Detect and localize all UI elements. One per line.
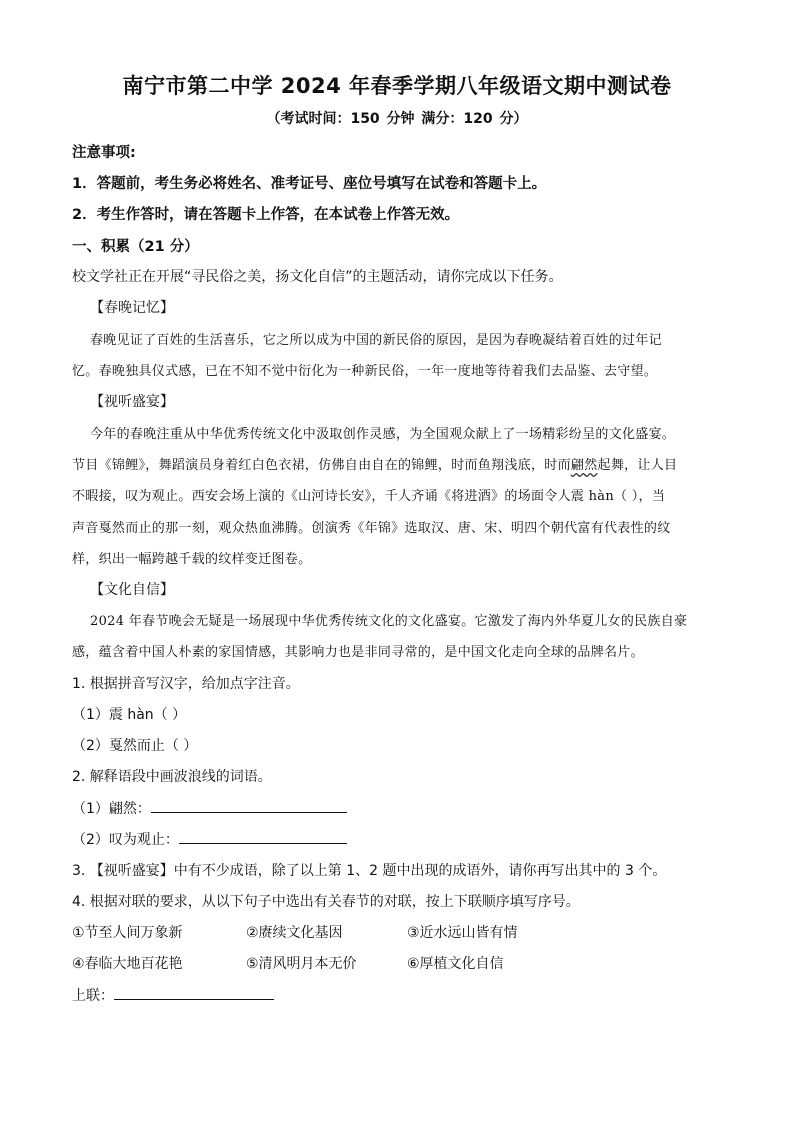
question-2-part-2	[72, 829, 347, 849]
notes-item-1: 1．答题前，考生务必将姓名、准考证号、座位号填写在试卷和答题卡上。	[72, 176, 547, 192]
exam-title: 南宁市第二中学 2024 年春季学期八年级语文期中测试卷	[122, 74, 672, 98]
option-5: ⑤清风明月本无价	[246, 956, 357, 972]
question-1-part-1: （1）震 hàn（ ）	[72, 707, 187, 723]
question-2-part-1	[72, 798, 347, 818]
question-label: （2）叹为观止：	[72, 832, 179, 848]
option-3: ③近水远山皆有情	[407, 925, 518, 941]
paragraph-line: 2024 年春节晚会无疑是一场展现中华优秀传统文化的文化盛宴。它激发了海内外华夏儿女的民族自豪	[90, 614, 688, 629]
paragraph-line: 今年的春晚注重从中华优秀传统文化中汲取创作灵感，为全国观众献上了一场精彩纷呈的文化盛宴。	[90, 427, 676, 442]
notes-heading: 注意事项:	[72, 145, 136, 161]
option-6: ⑥厚植文化自信	[407, 956, 504, 972]
paragraph-line: 感，蕴含着中国人朴素的家国情感，其影响力也是非同寻常的，是中国文化走向全球的品牌名片。	[72, 645, 644, 660]
part-label-shiting: 【视听盛宴】	[90, 394, 174, 410]
part-label-wenhua: 【文化自信】	[90, 582, 174, 598]
part-label-chunwan: 【春晚记忆】	[90, 300, 174, 316]
answer-upper-line	[72, 985, 274, 1005]
answer-blank[interactable]	[114, 985, 274, 1000]
answer-blank[interactable]	[179, 829, 347, 844]
paragraph-line: 不暇接，叹为观止。西安会场上演的《山河诗长安》，千人齐诵《将进酒》的场面令人震 hàn（ ），当	[72, 489, 666, 504]
question-1-part-2: （2）戛然而止（ ）	[72, 738, 198, 754]
wavy-underlined-word: 翩然	[570, 458, 598, 473]
paragraph-line: 样，织出一幅跨越千载的纹样变迁图卷。	[72, 552, 312, 567]
text-segment: 起舞，让人目	[597, 458, 678, 473]
answer-blank[interactable]	[151, 798, 347, 813]
paragraph-line	[72, 454, 677, 473]
section-heading: 一、积累（21 分）	[72, 239, 199, 255]
option-1: ①节至人间万象新	[72, 925, 183, 941]
question-2: 2. 解释语段中画波浪线的词语。	[72, 769, 272, 785]
question-label: （1）翩然：	[72, 801, 151, 817]
paragraph-line: 声音戛然而止的那一刻，观众热血沸腾。创演秀《年锦》选取汉、唐、宋、明四个朝代富有代表性的纹	[72, 521, 671, 536]
text-segment: 节目《锦鲤》，舞蹈演员身着红白色衣裙，仿佛自由自在的锦鲤，时而鱼翔浅底，时而	[72, 458, 571, 473]
answer-label: 上联：	[72, 988, 114, 1004]
exam-subtitle: （考试时间：150 分钟 满分：120 分）	[266, 111, 528, 127]
paragraph-line: 春晚见证了百姓的生活喜乐，它之所以成为中国的新民俗的原因，是因为春晚凝结着百姓的过年记	[90, 333, 662, 348]
question-4: 4. 根据对联的要求，从以下句子中选出有关春节的对联，按上下联顺序填写序号。	[72, 894, 580, 910]
section-intro: 校文学社正在开展“寻民俗之美，扬文化自信”的主题活动，请你完成以下任务。	[72, 269, 563, 285]
option-2: ②赓续文化基因	[246, 925, 343, 941]
question-3: 3. 【视听盛宴】中有不少成语，除了以上第 1、2 题中出现的成语外，请你再写出其中的 3 个。	[72, 863, 667, 879]
option-4: ④春临大地百花艳	[72, 956, 183, 972]
question-1: 1. 根据拼音写汉字，给加点字注音。	[72, 676, 300, 692]
notes-item-2: 2．考生作答时，请在答题卡上作答，在本试卷上作答无效。	[72, 207, 460, 223]
paragraph-line: 忆。春晚独具仪式感，已在不知不觉中衍化为一种新民俗，一年一度地等待着我们去品鉴、去守望。	[72, 364, 658, 379]
